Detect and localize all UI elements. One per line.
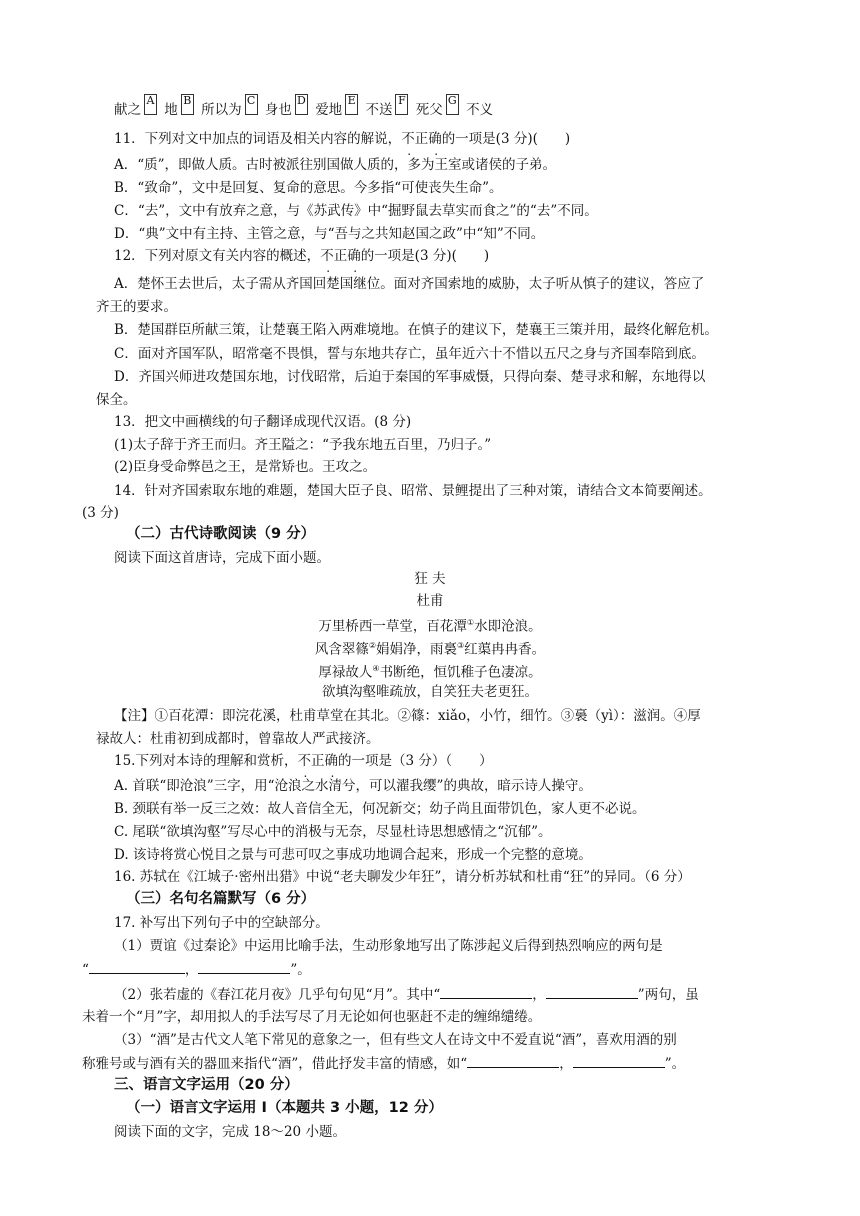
q-text: 15.下列对本诗的理解和赏析， <box>114 753 298 769</box>
section-heading: （一）语言文字运用 I（本题共 3 小题，12 分） <box>126 1100 443 1116</box>
answer-box: F <box>395 94 408 115</box>
option: A．楚怀王去世后，太子需从齐国回楚国继位。面对齐国索地的威胁，太子听从慎子的建议，答应了 <box>114 276 705 292</box>
sub-question-continued <box>82 1053 685 1074</box>
sub-question-continued: 未着一个“月”字，却用拟人的手法写尽了月无论如何也驱赶不走的缠绵缱绻。 <box>82 1009 542 1025</box>
separator: ， <box>184 962 199 978</box>
section-heading: （二）古代诗歌阅读（9 分） <box>126 526 316 542</box>
option: D．齐国兴师进攻楚国东地，讨伐昭常，后迫于秦国的军事威慑，只得向秦、楚寻求和解，东地得以 <box>114 369 706 385</box>
part-heading: 三、语言文字运用（20 分） <box>114 1077 299 1093</box>
emphasis-char: 不 <box>297 753 311 769</box>
row-text: 不义 <box>466 102 494 118</box>
answer-blank-row <box>114 94 494 121</box>
answer-box: G <box>446 94 459 115</box>
emphasis-char: 确 <box>347 248 361 264</box>
quote-mark: ”。 <box>290 962 311 978</box>
option: B．“致命”，文中是回复、复命的意思。今多指“可使丧失生命”。 <box>114 180 503 196</box>
poem-author: 杜甫 <box>416 593 444 609</box>
question-14: 14．针对齐国索取东地的难题，楚国大臣子良、昭常、景鲤提出了三种对策，请结合文本简要阐述。 <box>114 483 712 499</box>
quote-mark: “ <box>82 962 89 978</box>
row-text: 献之 <box>114 102 141 118</box>
question-17: 17. 补写出下列句子中的空缺部分。 <box>114 915 329 931</box>
emphasis-char: 确 <box>324 753 338 769</box>
option: C．面对齐国军队，昭常毫不畏惧，誓与东地共存亡，虽年近六十不惜以五尺之身与齐国奉陪到底。 <box>114 346 705 362</box>
q-text: （2）张若虚的《春江花月夜》几乎句句见“月”。其中“ <box>114 987 441 1003</box>
answer-blank[interactable] <box>198 959 290 974</box>
poem-title: 狂 夫 <box>414 571 446 587</box>
row-text: 身也 <box>264 102 292 118</box>
row-text: 地 <box>164 102 178 118</box>
q-text: 的一项是(3 分)( ) <box>441 131 571 147</box>
poem-text: 风含翠篠 <box>314 641 369 658</box>
section-intro: 阅读下面这首唐诗，完成下面小题。 <box>114 550 330 566</box>
footnote-mark: ① <box>466 618 475 627</box>
option: C．“去”，文中有放弃之意，与《苏武传》中“掘野鼠去草实而食之”的“去”不同。 <box>114 203 598 219</box>
question-12 <box>114 246 489 266</box>
answer-blank[interactable] <box>89 959 185 974</box>
poem-line <box>0 613 860 637</box>
poem-text: 红蕖冉冉香。 <box>464 641 546 658</box>
q-text: 称雅号或与酒有关的器皿来指代“酒”，借此抒发丰富的情感，如“ <box>82 1056 468 1072</box>
row-text: 不送 <box>365 102 393 118</box>
option: A．“质”，即做人质。古时被派往别国做人质的，多为王室或诸侯的子弟。 <box>114 157 557 173</box>
answer-box: A <box>144 94 157 115</box>
q-text: 12．下列对原文有关内容的概述， <box>114 248 321 264</box>
emphasis-char: 不 <box>401 131 415 147</box>
answer-box: E <box>345 94 358 115</box>
poem-text: 娟娟净，雨裛 <box>376 641 457 658</box>
option: C. 尾联“欲填沟壑”写尽心中的消极与无奈，尽显杜诗思想感情之“沉郁”。 <box>114 824 552 840</box>
footnote-mark: ③ <box>457 641 465 650</box>
footnote-mark: ② <box>368 641 376 650</box>
answer-box: B <box>181 94 194 115</box>
answer-box: D <box>295 94 308 115</box>
sub-question: (2)臣身受命弊邑之王，是常矫也。王攻之。 <box>114 459 377 475</box>
q-text: 的一项是(3 分)( ) <box>360 248 490 264</box>
option: B. 颈联有举一反三之效：故人音信全无，何况新交；幼子尚且面带饥色，家人更不必说。 <box>114 801 646 817</box>
poem-text: 书断绝，恒饥稚子色凄凉。 <box>379 664 542 681</box>
question-14-continued: (3 分) <box>82 505 119 521</box>
row-text: 爱地 <box>315 102 343 118</box>
answer-blank[interactable] <box>546 984 638 999</box>
row-text: 所以为 <box>201 102 242 118</box>
section-heading: （三）名句名篇默写（6 分） <box>126 891 316 907</box>
answer-blank[interactable] <box>573 1053 665 1068</box>
poem-notes: 【注】①百花潭：即浣花溪，杜甫草堂在其北。②篠：xiǎo，小竹，细竹。③裛（yì）：滋润。④厚 <box>114 708 701 724</box>
poem-notes-continued: 禄故人：杜甫初到成都时，曾靠故人严武接济。 <box>96 731 380 747</box>
option-continued: 保全。 <box>96 392 137 408</box>
poem-text: 水即沧浪。 <box>474 618 542 635</box>
option: A. 首联“即沧浪”三字，用“沧浪之水清兮，可以濯我缨”的典故，暗示诗人操守。 <box>114 778 592 794</box>
q-text: 11．下列对文中加点的词语及相关内容的解说， <box>114 131 402 147</box>
q-text: ”。 <box>664 1056 686 1072</box>
poem-line <box>0 659 860 683</box>
question-13: 13．把文中画横线的句子翻译成现代汉语。(8 分) <box>114 414 412 430</box>
q-text: 的一项是（3 分）（ ） <box>337 753 493 769</box>
answer-blank[interactable] <box>467 1053 559 1068</box>
question-11 <box>114 129 570 149</box>
section-intro: 阅读下面的文字，完成 18～20 小题。 <box>114 1124 346 1140</box>
answer-box: C <box>245 94 258 115</box>
option: B．楚国群臣所献三策，让楚襄王陷入两难境地。在慎子的建议下，楚襄王三策并用，最终化解危机。 <box>114 322 718 338</box>
q-text: 正 <box>414 131 429 147</box>
option: D. 该诗将赏心悦目之景与可悲可叹之事成功地调合起来，形成一个完整的意境。 <box>114 847 592 863</box>
sub-question: （1）贾谊《过秦论》中运用比喻手法，生动形象地写出了陈涉起义后得到热烈响应的两句是 <box>114 938 663 954</box>
q-text: ”两句，虽 <box>637 987 699 1003</box>
separator: ， <box>559 1056 573 1072</box>
emphasis-char: 确 <box>428 131 442 147</box>
question-15 <box>114 751 493 771</box>
row-text: 死父 <box>415 102 443 118</box>
poem-line: 欲填沟壑唯疏放，自笑狂夫老更狂。 <box>322 684 538 700</box>
sub-question: （3）“酒”是古代文人笔下常见的意象之一，但有些文人在诗文中不爱直说“酒”，喜欢用酒的别 <box>114 1032 677 1048</box>
separator: ， <box>532 987 546 1003</box>
poem-line <box>0 636 860 660</box>
q-text: 正 <box>333 248 348 264</box>
emphasis-char: 不 <box>320 248 334 264</box>
q-text: 正 <box>310 753 325 769</box>
answer-blank[interactable] <box>440 984 532 999</box>
fill-in-line <box>82 959 311 980</box>
poem-text: 厚禄故人 <box>318 664 373 681</box>
question-16: 16. 苏轼在《江城子·密州出猎》中说“老夫聊发少年狂”，请分析苏轼和杜甫“狂”的异同。（6 分） <box>114 869 691 885</box>
poem-text: 万里桥西一草堂，百花潭 <box>318 618 467 635</box>
option-continued: 齐王的要求。 <box>96 299 177 315</box>
option: D．“典”文中有主持、主管之意，与“吾与之共知赵国之政”中“知”不同。 <box>114 226 545 242</box>
sub-question <box>114 984 699 1005</box>
sub-question: (1)太子辞于齐王而归。齐王隘之：“予我东地五百里，乃归子。” <box>114 437 492 453</box>
footnote-mark: ④ <box>372 664 380 673</box>
